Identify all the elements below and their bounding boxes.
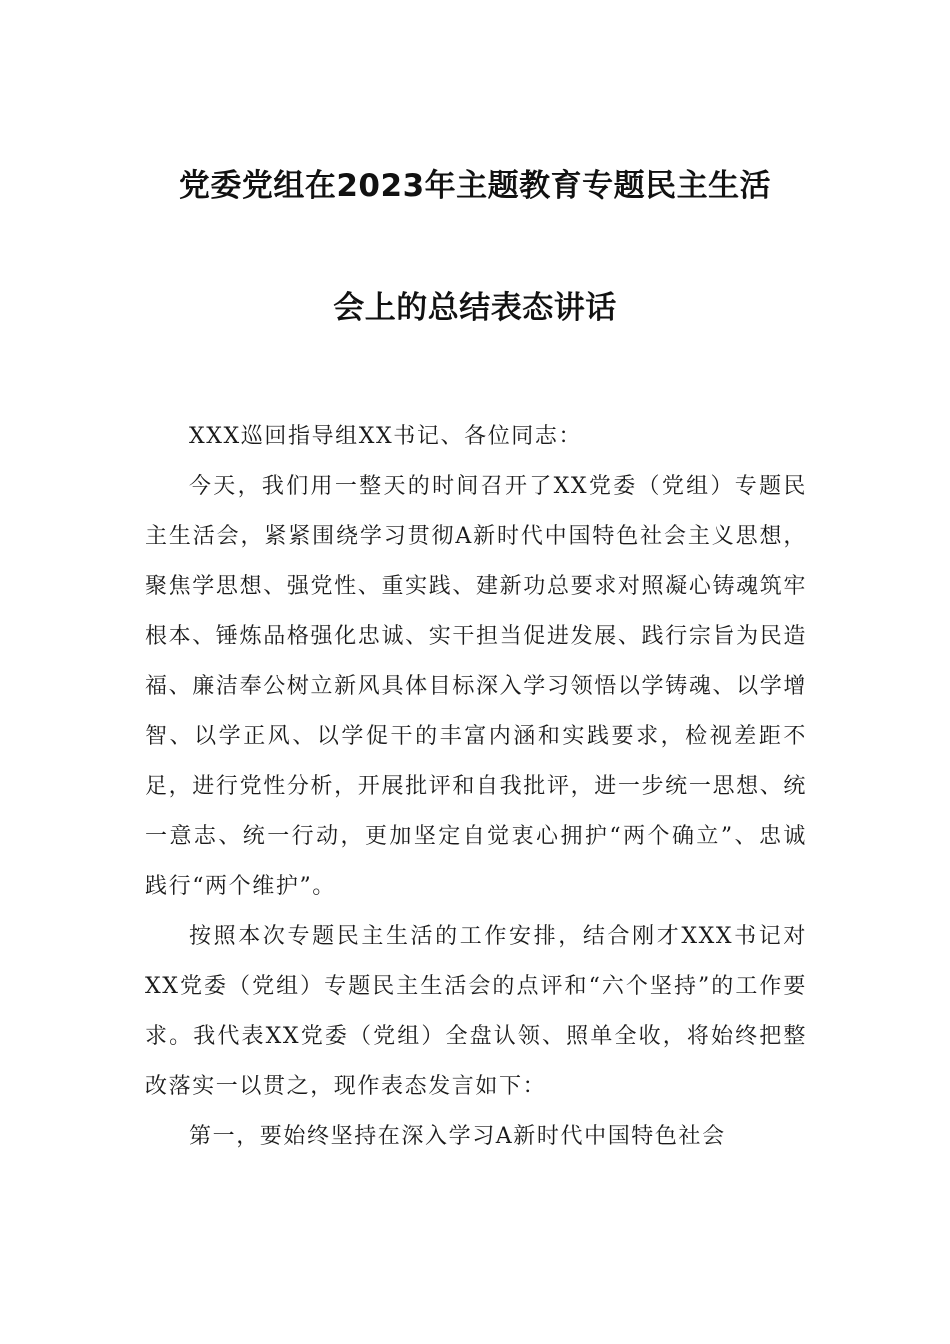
document-body	[145, 412, 807, 1162]
paragraph-2: 按照本次专题民主生活的工作安排，结合刚才XXX书记对XX党委（党组）专题民主生活会的点评和“六个坚持”的工作要求。我代表XX党委（党组）全盘认领、照单全收，将始终把整改落实一以贯之，现作表态发言如下：	[145, 924, 807, 1099]
salutation: XXX巡回指导组XX书记、各位同志：	[189, 424, 583, 449]
paragraph-1: 今天，我们用一整天的时间召开了XX党委（党组）专题民主生活会，紧紧围绕学习贯彻A新时代中国特色社会主义思想，聚焦学思想、强党性、重实践、建新功总要求对照凝心铸魂筑牢根本、锤炼品格强化忠诚、实干担当促进发展、践行宗旨为民造福、廉洁奉公树立新风具体目标深入学习领悟以学铸魂、以学增智、以学正风、以学促干的丰富内涵和实践要求，检视差距不足，进行党性分析，开展批评和自我批评，进一步统一思想、统一意志、统一行动，更加坚定自觉衷心拥护“两个确立”、忠诚践行“两个维护”。	[145, 474, 807, 899]
paragraph-3: 第一，要始终坚持在深入学习A新时代中国特色社会	[189, 1124, 726, 1149]
document-title-line-2: 会上的总结表态讲话	[333, 290, 617, 326]
document-title-line-1: 党委党组在2023年主题教育专题民主生活	[178, 168, 772, 204]
